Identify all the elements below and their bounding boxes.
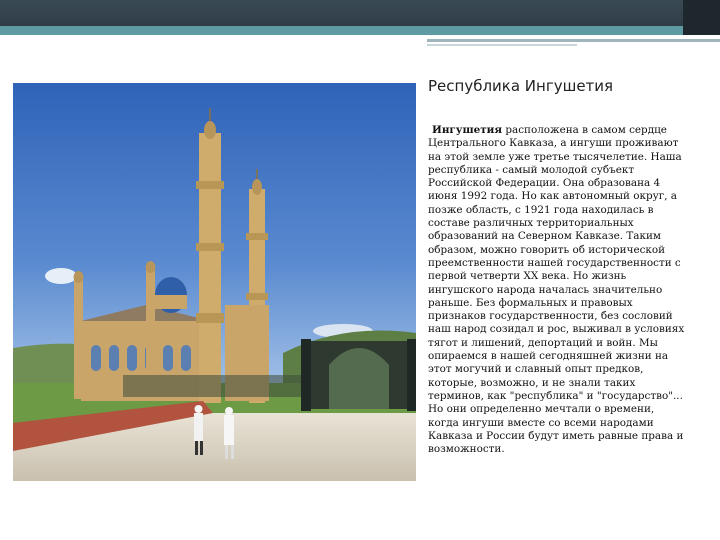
- slide-title: Республика Ингушетия: [428, 77, 614, 95]
- title-accent-line-short: [427, 44, 577, 46]
- header-corner-block: [683, 0, 720, 35]
- slide-body-text: [428, 124, 686, 456]
- body-lead-word: Ингушетия: [432, 124, 503, 136]
- body-paragraph: расположена в самом сердце Центрального Кавказа, а ингуши проживают на этой земле уже третье тысячелетие. Наша республика - самый молодой субъект Российской Федерации. Она образована 4 июня 1992 года. Но как автономный округ, а позже область, с 1921 года находилась в составе различных территориальных образований на Северном Кавказе. Таким образом, можно говорить об исторической преемственности нашей государственности с первой четверти ХХ века. Но жизнь ингушского народа началась значительно раньше. Без формальных и правовых признаков государственности, без сословий наш народ созидал и рос, выживал в условиях тягот и лишений, депортаций и войн. Мы опираемся в нашей сегодняшней жизни на этот могучий и славный опыт предков, которые, возможно, и не знали таких терминов, как "республика" и "государство"... Но они определенно мечтали о времени, когда ингуши вместе со всеми народами Кавказа и России будут иметь равные права и возможности.: [428, 124, 685, 456]
- header-teal-bar: [0, 26, 720, 35]
- header-dark-bar: [0, 0, 720, 26]
- mosque-photo: [13, 83, 416, 481]
- title-accent-line: [427, 39, 720, 42]
